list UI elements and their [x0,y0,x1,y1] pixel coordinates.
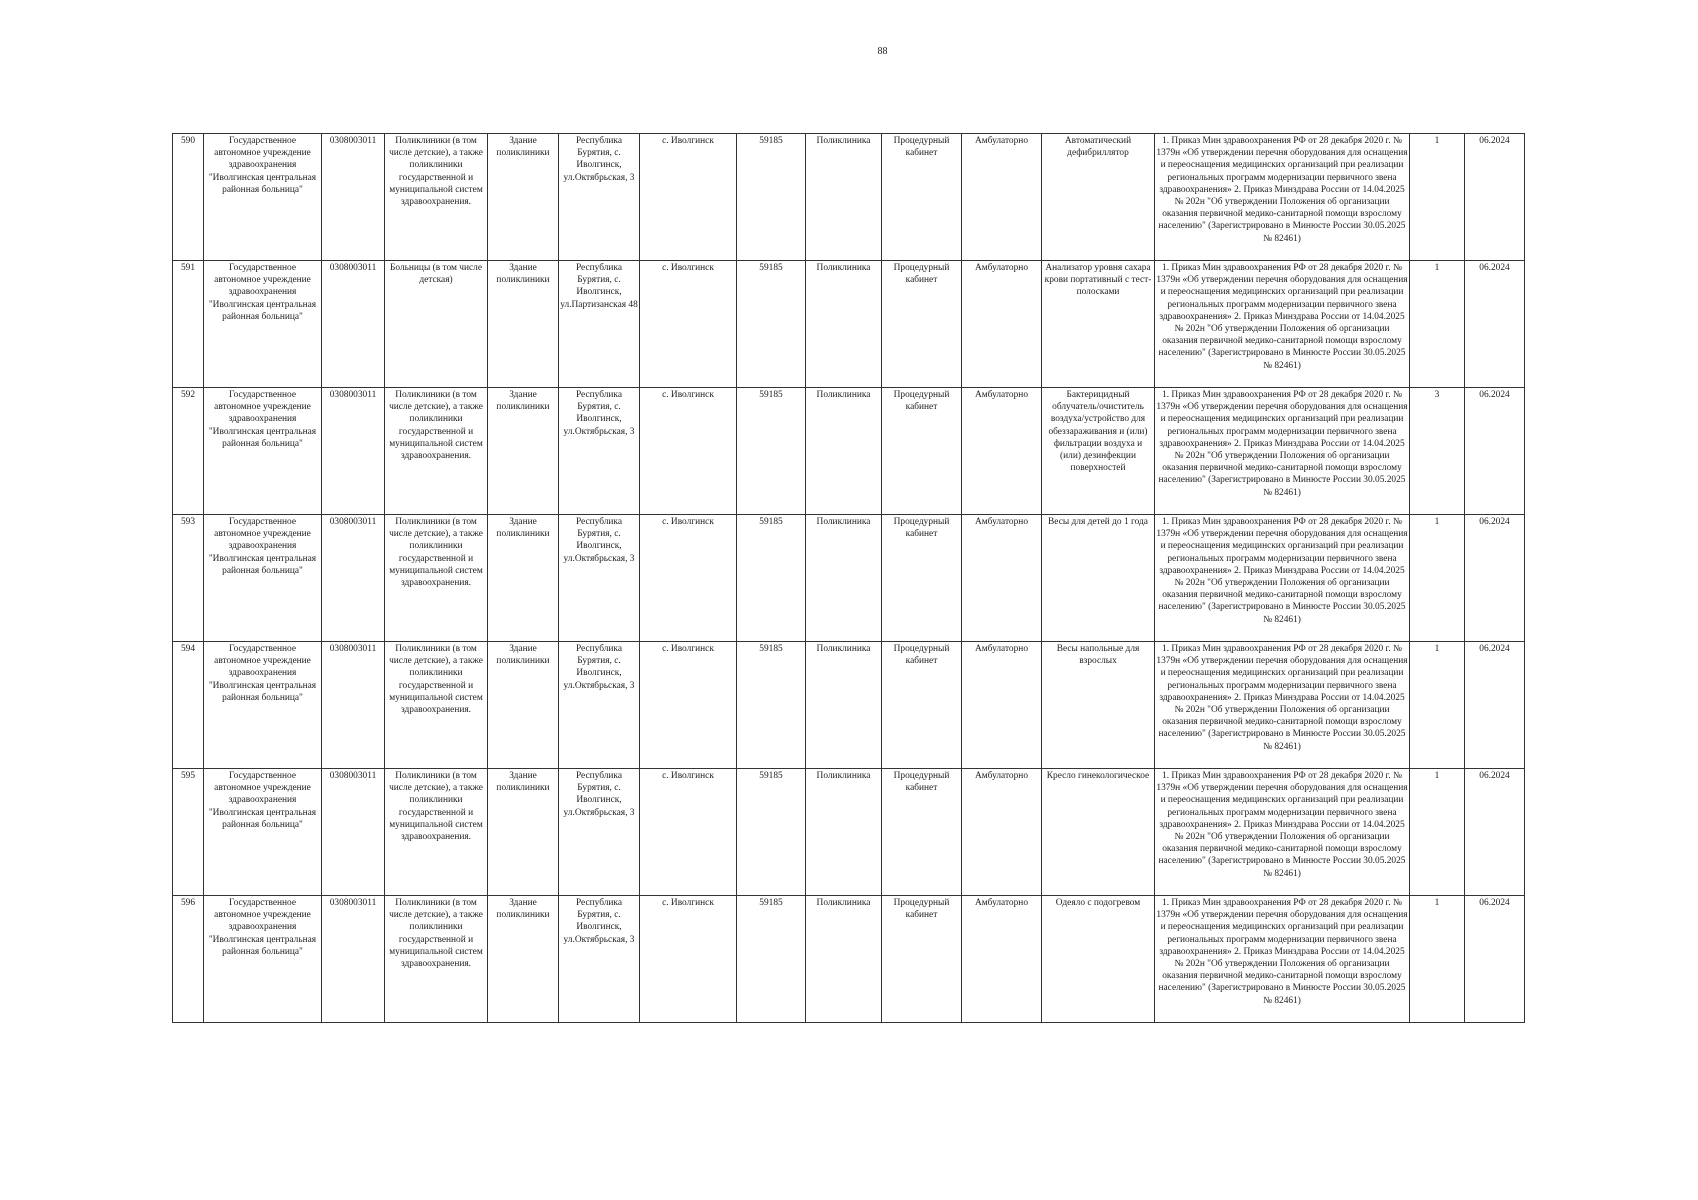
organization-code: 0308003011 [322,261,385,388]
legal-basis: 1. Приказ Мин здравоохранения РФ от 28 декабря 2020 г. № 1379н «Об утверждении перечня оборудования для оснащения и переоснащения медицинских организаций при реализации региональных программ модернизации первичного звена здравоохранения» 2. Приказ Минздрава России от 14.04.2025 № 202н "Об утверждении Положения об организации оказания первичной медико-санитарной помощи взрослому населению" (Зарегистрировано в Минюсте России 30.05.2025 № 82461) [1155,642,1410,769]
settlement: с. Иволгинск [640,134,737,261]
address: Республика Бурятия, с. Иволгинск, ул.Октябрьская, 3 [559,134,640,261]
quantity: 1 [1410,642,1465,769]
equipment-name: Бактерицидный облучатель/очиститель воздуха/устройство для обеззараживания и (или) фильтрации воздуха и (или) дезинфекции поверхностей [1042,388,1155,515]
department: Поликлиника [806,388,882,515]
equipment-table [172,133,1525,1023]
equipment-name: Автоматический дефибриллятор [1042,134,1155,261]
organization-name: Государственное автономное учреждение здравоохранения "Иволгинская центральная районная больница" [204,134,322,261]
legal-basis: 1. Приказ Мин здравоохранения РФ от 28 декабря 2020 г. № 1379н «Об утверждении перечня оборудования для оснащения и переоснащения медицинских организаций при реализации региональных программ модернизации первичного звена здравоохранения» 2. Приказ Минздрава России от 14.04.2025 № 202н "Об утверждении Положения об организации оказания первичной медико-санитарной помощи взрослому населению" (Зарегистрировано в Минюсте России 30.05.2025 № 82461) [1155,134,1410,261]
table-row [173,515,1525,642]
department: Поликлиника [806,769,882,896]
organization-type: Поликлиники (в том числе детские), а также поликлиники государственной и муниципальной систем здравоохранения. [385,134,488,261]
legal-basis: 1. Приказ Мин здравоохранения РФ от 28 декабря 2020 г. № 1379н «Об утверждении перечня оборудования для оснащения и переоснащения медицинских организаций при реализации региональных программ модернизации первичного звена здравоохранения» 2. Приказ Минздрава России от 14.04.2025 № 202н "Об утверждении Положения об организации оказания первичной медико-санитарной помощи взрослому населению" (Зарегистрировано в Минюсте России 30.05.2025 № 82461) [1155,388,1410,515]
organization-name: Государственное автономное учреждение здравоохранения "Иволгинская центральная районная больница" [204,388,322,515]
territory-code: 59185 [737,896,806,1023]
organization-type: Поликлиники (в том числе детские), а также поликлиники государственной и муниципальной систем здравоохранения. [385,515,488,642]
organization-code: 0308003011 [322,769,385,896]
organization-name: Государственное автономное учреждение здравоохранения "Иволгинская центральная районная больница" [204,896,322,1023]
address: Республика Бурятия, с. Иволгинск, ул.Октябрьская, 3 [559,769,640,896]
legal-basis: 1. Приказ Мин здравоохранения РФ от 28 декабря 2020 г. № 1379н «Об утверждении перечня оборудования для оснащения и переоснащения медицинских организаций при реализации региональных программ модернизации первичного звена здравоохранения» 2. Приказ Минздрава России от 14.04.2025 № 202н "Об утверждении Положения об организации оказания первичной медико-санитарной помощи взрослому населению" (Зарегистрировано в Минюсте России 30.05.2025 № 82461) [1155,515,1410,642]
equipment-name: Одеяло с подогревом [1042,896,1155,1023]
room: Процедурный кабинет [882,134,962,261]
quantity: 1 [1410,896,1465,1023]
organization-type: Поликлиники (в том числе детские), а также поликлиники государственной и муниципальной систем здравоохранения. [385,642,488,769]
organization-code: 0308003011 [322,388,385,515]
table-row [173,642,1525,769]
address: Республика Бурятия, с. Иволгинск, ул.Октябрьская, 3 [559,388,640,515]
organization-type: Поликлиники (в том числе детские), а также поликлиники государственной и муниципальной систем здравоохранения. [385,388,488,515]
organization-type: Поликлиники (в том числе детские), а также поликлиники государственной и муниципальной систем здравоохранения. [385,769,488,896]
organization-code: 0308003011 [322,515,385,642]
settlement: с. Иволгинск [640,515,737,642]
row-number: 592 [173,388,204,515]
date: 06.2024 [1465,769,1525,896]
room: Процедурный кабинет [882,769,962,896]
organization-name: Государственное автономное учреждение здравоохранения "Иволгинская центральная районная больница" [204,515,322,642]
building: Здание поликлиники [488,769,559,896]
organization-code: 0308003011 [322,134,385,261]
room: Процедурный кабинет [882,515,962,642]
settlement: с. Иволгинск [640,261,737,388]
organization-name: Государственное автономное учреждение здравоохранения "Иволгинская центральная районная больница" [204,642,322,769]
row-number: 591 [173,261,204,388]
date: 06.2024 [1465,515,1525,642]
organization-type: Больницы (в том числе детская) [385,261,488,388]
quantity: 3 [1410,388,1465,515]
quantity: 1 [1410,515,1465,642]
quantity: 1 [1410,769,1465,896]
building: Здание поликлиники [488,388,559,515]
row-number: 593 [173,515,204,642]
care-type: Амбулаторно [962,896,1042,1023]
legal-basis: 1. Приказ Мин здравоохранения РФ от 28 декабря 2020 г. № 1379н «Об утверждении перечня оборудования для оснащения и переоснащения медицинских организаций при реализации региональных программ модернизации первичного звена здравоохранения» 2. Приказ Минздрава России от 14.04.2025 № 202н "Об утверждении Положения об организации оказания первичной медико-санитарной помощи взрослому населению" (Зарегистрировано в Минюсте России 30.05.2025 № 82461) [1155,261,1410,388]
care-type: Амбулаторно [962,134,1042,261]
address: Республика Бурятия, с. Иволгинск, ул.Октябрьская, 3 [559,896,640,1023]
organization-name: Государственное автономное учреждение здравоохранения "Иволгинская центральная районная больница" [204,261,322,388]
page-number: 88 [877,46,888,57]
care-type: Амбулаторно [962,515,1042,642]
date: 06.2024 [1465,896,1525,1023]
settlement: с. Иволгинск [640,388,737,515]
table-row [173,769,1525,896]
territory-code: 59185 [737,515,806,642]
organization-name: Государственное автономное учреждение здравоохранения "Иволгинская центральная районная больница" [204,769,322,896]
organization-code: 0308003011 [322,642,385,769]
date: 06.2024 [1465,261,1525,388]
care-type: Амбулаторно [962,642,1042,769]
care-type: Амбулаторно [962,261,1042,388]
settlement: с. Иволгинск [640,896,737,1023]
building: Здание поликлиники [488,642,559,769]
care-type: Амбулаторно [962,769,1042,896]
department: Поликлиника [806,134,882,261]
settlement: с. Иволгинск [640,642,737,769]
building: Здание поликлиники [488,896,559,1023]
row-number: 595 [173,769,204,896]
date: 06.2024 [1465,388,1525,515]
department: Поликлиника [806,896,882,1023]
quantity: 1 [1410,261,1465,388]
room: Процедурный кабинет [882,896,962,1023]
legal-basis: 1. Приказ Мин здравоохранения РФ от 28 декабря 2020 г. № 1379н «Об утверждении перечня оборудования для оснащения и переоснащения медицинских организаций при реализации региональных программ модернизации первичного звена здравоохранения» 2. Приказ Минздрава России от 14.04.2025 № 202н "Об утверждении Положения об организации оказания первичной медико-санитарной помощи взрослому населению" (Зарегистрировано в Минюсте России 30.05.2025 № 82461) [1155,896,1410,1023]
territory-code: 59185 [737,642,806,769]
row-number: 590 [173,134,204,261]
building: Здание поликлиники [488,134,559,261]
address: Республика Бурятия, с. Иволгинск, ул.Октябрьская, 3 [559,642,640,769]
territory-code: 59185 [737,134,806,261]
equipment-name: Весы для детей до 1 года [1042,515,1155,642]
date: 06.2024 [1465,642,1525,769]
department: Поликлиника [806,642,882,769]
territory-code: 59185 [737,388,806,515]
row-number: 594 [173,642,204,769]
table-row [173,388,1525,515]
row-number: 596 [173,896,204,1023]
address: Республика Бурятия, с. Иволгинск, ул.Октябрьская, 3 [559,515,640,642]
room: Процедурный кабинет [882,261,962,388]
table-row [173,261,1525,388]
legal-basis: 1. Приказ Мин здравоохранения РФ от 28 декабря 2020 г. № 1379н «Об утверждении перечня оборудования для оснащения и переоснащения медицинских организаций при реализации региональных программ модернизации первичного звена здравоохранения» 2. Приказ Минздрава России от 14.04.2025 № 202н "Об утверждении Положения об организации оказания первичной медико-санитарной помощи взрослому населению" (Зарегистрировано в Минюсте России 30.05.2025 № 82461) [1155,769,1410,896]
territory-code: 59185 [737,769,806,896]
table-row [173,134,1525,261]
settlement: с. Иволгинск [640,769,737,896]
building: Здание поликлиники [488,261,559,388]
care-type: Амбулаторно [962,388,1042,515]
department: Поликлиника [806,515,882,642]
department: Поликлиника [806,261,882,388]
equipment-name: Анализатор уровня сахара крови портативный с тест-полосками [1042,261,1155,388]
territory-code: 59185 [737,261,806,388]
equipment-name: Кресло гинекологическое [1042,769,1155,896]
address: Республика Бурятия, с. Иволгинск, ул.Партизанская 48 [559,261,640,388]
room: Процедурный кабинет [882,642,962,769]
table-row [173,896,1525,1023]
equipment-name: Весы напольные для взрослых [1042,642,1155,769]
quantity: 1 [1410,134,1465,261]
organization-code: 0308003011 [322,896,385,1023]
organization-type: Поликлиники (в том числе детские), а также поликлиники государственной и муниципальной систем здравоохранения. [385,896,488,1023]
date: 06.2024 [1465,134,1525,261]
room: Процедурный кабинет [882,388,962,515]
building: Здание поликлиники [488,515,559,642]
